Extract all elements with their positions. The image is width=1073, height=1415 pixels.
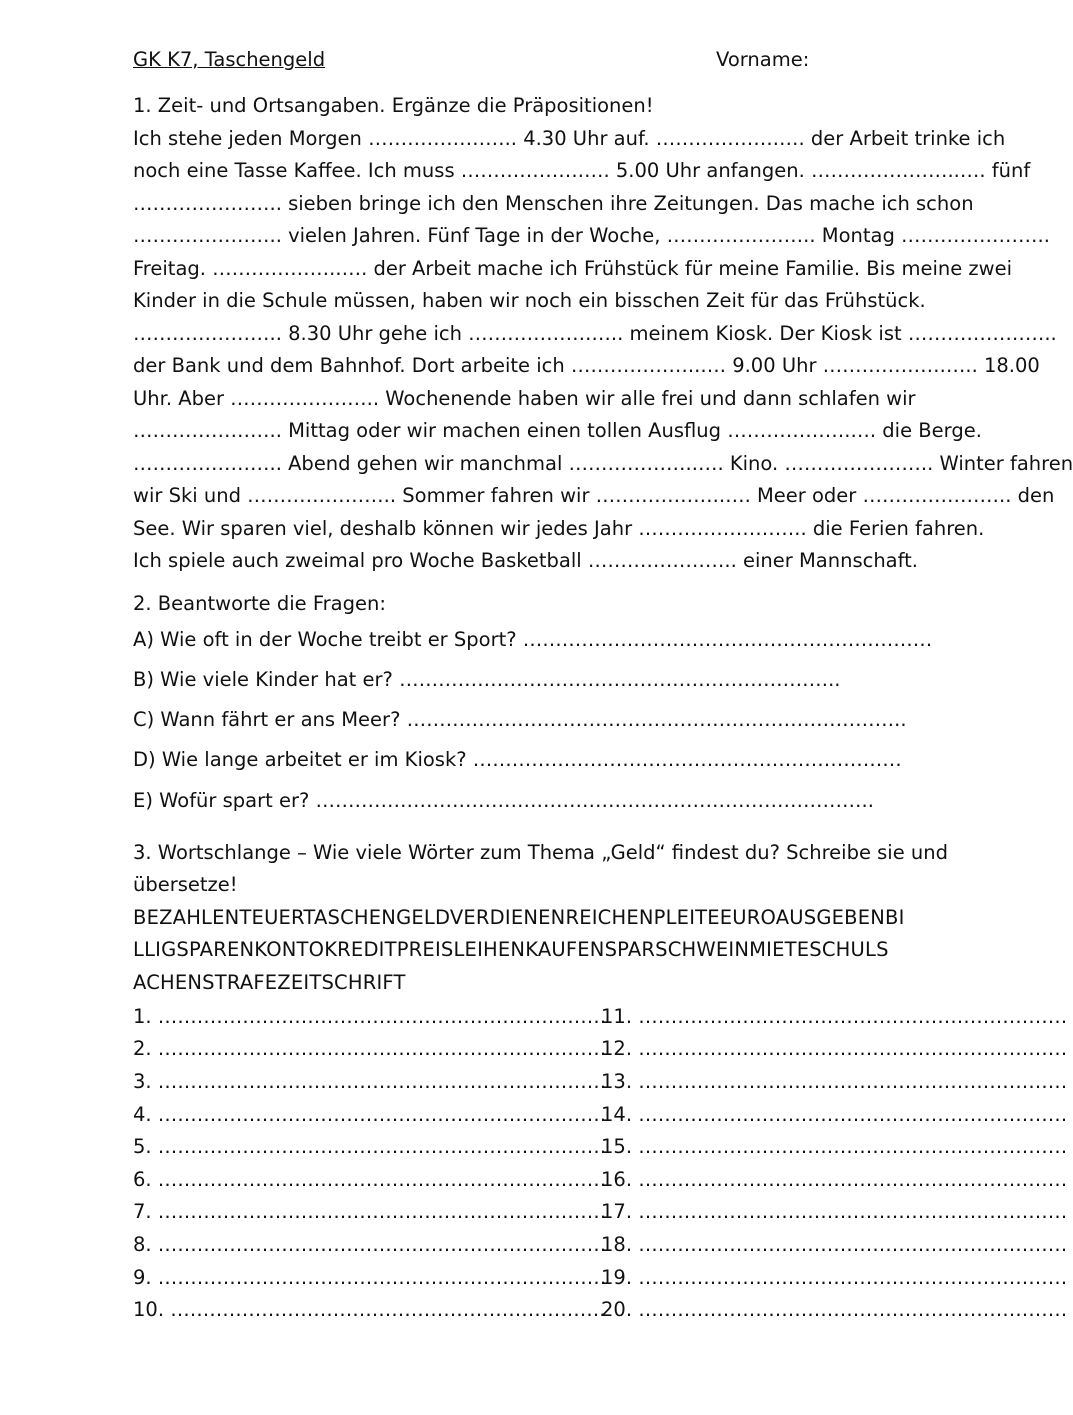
question-a: A) Wie oft in der Woche treibt er Sport? ……………………………………………………… xyxy=(133,627,933,651)
answer-column-left xyxy=(133,1001,607,1327)
answer-line: 7. …………………………………………………………… xyxy=(133,1200,607,1224)
question-d: D) Wie lange arbeitet er im Kiosk? ………………………………………………………… xyxy=(133,748,902,772)
task-1-line: noch eine Tasse Kaffee. Ich muss ……………….…. 5.00 Uhr anfangen. …………………..…. fünf xyxy=(133,159,1031,182)
task-1-line: Ich spiele auch zweimal pro Woche Basketball ………………….. einer Mannschaft. xyxy=(133,549,918,572)
answer-line: 19. ………………………………………………………… xyxy=(601,1265,1068,1289)
answer-line: 16. ………………………………………………………… xyxy=(601,1167,1068,1191)
answer-line: 20. ………………………………………………………… xyxy=(601,1298,1068,1322)
task-3-heading-continued: übersetze! xyxy=(133,873,238,897)
task-1-line: Uhr. Aber ………………….. Wochenende haben wir alle frei und dann schlafen wir xyxy=(133,386,916,410)
question-c: C) Wann fährt er ans Meer? ………………………………………………………………….. xyxy=(133,708,907,732)
answer-line: 10. …………………………………………………………. xyxy=(133,1298,606,1322)
answer-line: 18. ………………………………………………………… xyxy=(601,1233,1068,1257)
task-3 xyxy=(133,837,1068,1327)
task-1 xyxy=(133,90,1073,578)
word-snake-line: LLIGSPARENKONTOKREDITPREISLEIHENKAUFENSPARSCHWEINMIETESCHULS xyxy=(133,938,889,962)
answer-list xyxy=(133,1001,1068,1327)
task-1-line: Kinder in die Schule müssen, haben wir noch ein bisschen Zeit für das Frühstück. xyxy=(133,289,926,312)
answer-line: 2. …………………………………………………………… xyxy=(133,1037,607,1061)
question-b: B) Wie viele Kinder hat er? ………………………………………………………….. xyxy=(133,667,841,691)
worksheet-header xyxy=(133,48,942,78)
answer-line: 9. …………………………………………………………… xyxy=(133,1265,607,1289)
task-2-heading: 2. Beantworte die Fragen: xyxy=(133,591,386,615)
task-1-line: wir Ski und ………………….. Sommer fahren wir ………………..…. Meer oder ………………….. den xyxy=(133,484,1055,507)
task-2 xyxy=(133,588,942,821)
answer-line: 5. …………………………………………………………… xyxy=(133,1135,607,1159)
task-1-line: Freitag. ………………..…. der Arbeit mache ich Frühstück für meine Familie. Bis meine zwei xyxy=(133,256,1013,280)
answer-line: 12. ………………………………………………………… xyxy=(601,1037,1068,1061)
answer-line: 4. …………………………………………………………… xyxy=(133,1102,607,1126)
task-1-heading: 1. Zeit- und Ortsangaben. Ergänze die Präpositionen! xyxy=(133,94,654,117)
task-1-line: Ich stehe jeden Morgen ………………….. 4.30 Uhr auf. ……………….…. der Arbeit trinke ich xyxy=(133,126,1006,150)
task-1-line: ………………….. Mittag oder wir machen einen tollen Ausflug ……………….…. die Berge. xyxy=(133,419,982,442)
task-3-heading: 3. Wortschlange – Wie viele Wörter zum Thema „Geld“ findest du? Schreibe sie und xyxy=(133,840,949,864)
task-1-line: ………………….. Abend gehen wir manchmal ………………..…. Kino. ………………….. Winter fahren xyxy=(133,451,1073,475)
answer-line: 17. ………………………………………………………… xyxy=(601,1200,1068,1224)
task-1-line: ………………….. sieben bringe ich den Menschen ihre Zeitungen. Das mache ich schon xyxy=(133,191,974,215)
task-1-line: ………………….. vielen Jahren. Fünf Tage in der Woche, ………………….. Montag ………………….. xyxy=(133,224,1050,247)
answer-column-right xyxy=(601,1001,1067,1327)
answer-line: 14. ………………………………………………………… xyxy=(601,1102,1068,1126)
answer-line: 1. …………………………………………………………… xyxy=(133,1004,607,1028)
word-snake-line: ACHENSTRAFEZEITSCHRIFT xyxy=(133,970,406,994)
answer-line: 8. …………………………………………………………… xyxy=(133,1233,607,1257)
word-snake-line: BEZAHLENTEUERTASCHENGELDVERDIENENREICHENPLEITEEUROAUSGEBENBI xyxy=(133,905,905,929)
answer-line: 11. ………………………………………………………… xyxy=(601,1004,1068,1028)
answer-line: 6. …………………………………………………………… xyxy=(133,1167,607,1191)
task-1-line: See. Wir sparen viel, deshalb können wir jedes Jahr …………………….. die Ferien fahren. xyxy=(133,516,985,540)
worksheet-title: GK K7, Taschengeld xyxy=(133,48,326,71)
answer-line: 13. ………………………………………………………… xyxy=(601,1070,1068,1094)
answer-line: 3. …………………………………………………………… xyxy=(133,1070,607,1094)
task-1-line: ………………….. 8.30 Uhr gehe ich ……………….….. meinem Kiosk. Der Kiosk ist ………………….. xyxy=(133,321,1057,345)
vorname-label: Vorname: xyxy=(716,48,810,71)
task-1-line: der Bank und dem Bahnhof. Dort arbeite ich ………………..…. 9.00 Uhr ……………….….. 18.00 xyxy=(133,354,1040,377)
question-e: E) Wofür spart er? ………………………………………………………………………….. xyxy=(133,788,874,812)
answer-line: 15. ………………………………………………………… xyxy=(601,1135,1068,1159)
